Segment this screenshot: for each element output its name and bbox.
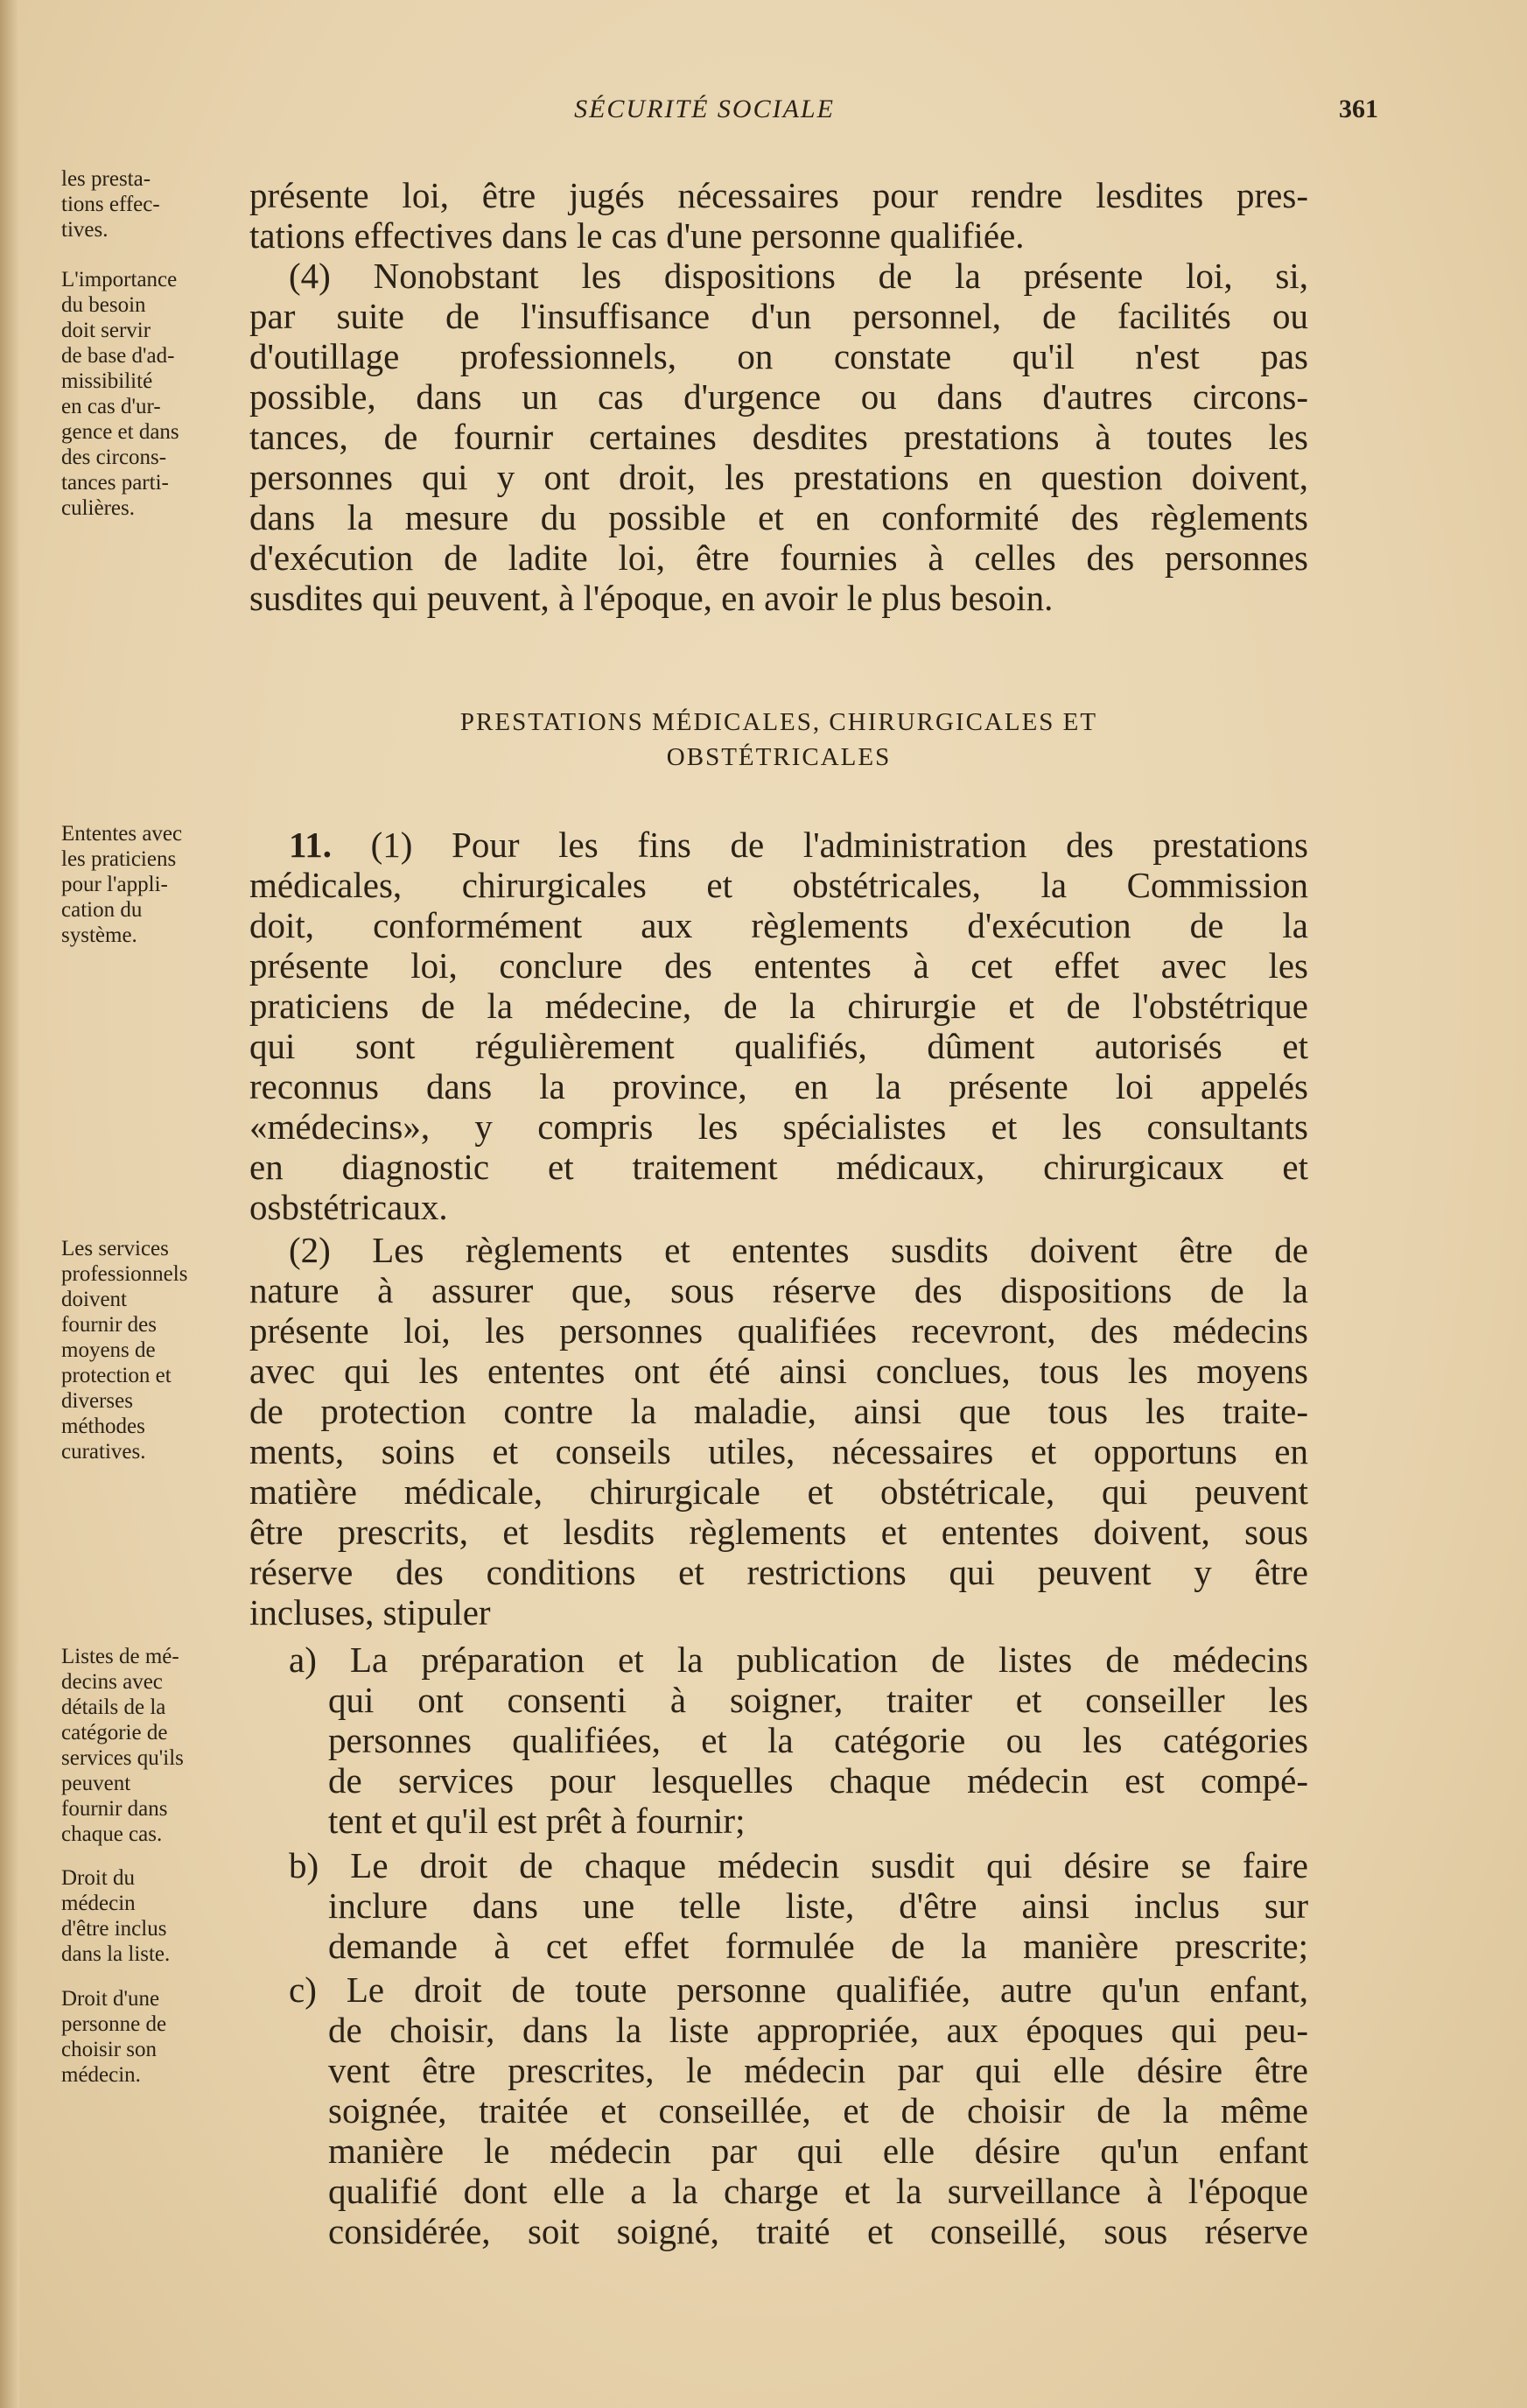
text-line: réserve des conditions et restrictions qui peuvent y être [249, 1552, 1308, 1592]
list-item-line: de services pour lesquelles chaque médecin est compé- [328, 1760, 1308, 1801]
list-item-line: considérée, soit soigné, traité et conseillé, sous réserve [328, 2211, 1308, 2251]
section-heading-line: PRESTATIONS MÉDICALES, CHIRURGICALES ET [459, 708, 1098, 736]
text-line: osbstétricaux. [249, 1187, 448, 1227]
text-line: par suite de l'insuffisance d'un personnel, de facilités ou [249, 296, 1308, 336]
text-line: personnes qui y ont droit, les prestations en question doivent, [249, 457, 1308, 497]
text-line: de protection contre la maladie, ainsi que tous les traite- [249, 1391, 1308, 1431]
text-line: susdites qui peuvent, à l'époque, en avoir le plus besoin. [249, 578, 1054, 618]
text-line: ments, soins et conseils utiles, nécessaires et opportuns en [249, 1431, 1308, 1471]
text-line: praticiens de la médecine, de la chirurgie et de l'obstétrique [249, 986, 1308, 1026]
margin-note: Les services professionnels doivent fournir des moyens de protection et diverses méthodes curatives. [61, 1237, 188, 1464]
text-line: «médecins», y compris les spécialistes et les consultants [249, 1106, 1308, 1147]
text-line: possible, dans un cas d'urgence ou dans d'autres circons- [249, 376, 1308, 417]
section-number: 11. [289, 825, 332, 865]
text-line: d'exécution de ladite loi, être fournies à celles des personnes [249, 537, 1308, 578]
margin-note: Ententes avec les praticiens pour l'appli- cation du système. [61, 822, 183, 947]
text-line: médicales, chirurgicales et obstétricales, la Commission [249, 865, 1308, 905]
margin-note: L'importance du besoin doit servir de base d'ad- missibilité en cas d'ur- gence et dans des circons- tances parti- culières. [61, 268, 179, 520]
text-line: doit, conformément aux règlements d'exécution de la [249, 905, 1308, 945]
text-line: tations effectives dans le cas d'une personne qualifiée. [249, 215, 1025, 256]
list-item-line: manière le médecin par qui elle désire qu'un enfant [328, 2131, 1308, 2171]
text-line: tances, de fournir certaines desdites prestations à toutes les [249, 417, 1308, 457]
list-item-line: vent être prescrites, le médecin par qui elle désire être [328, 2050, 1308, 2090]
text-line: d'outillage professionnels, on constate qu'il n'est pas [249, 336, 1308, 376]
text-fragment: (1) Pour les fins de l'administration des prestations [332, 825, 1308, 865]
page-number: 361 [1339, 95, 1378, 123]
text-line: (2) Les règlements et ententes susdits doivent être de [289, 1230, 1308, 1270]
text-line: reconnus dans la province, en la présente loi appelés [249, 1066, 1308, 1106]
list-item-line: tent et qu'il est prêt à fournir; [328, 1801, 746, 1841]
text-line: présente loi, conclure des ententes à cet effet avec les [249, 945, 1308, 986]
section-heading [368, 705, 1190, 775]
text-line: présente loi, être jugés nécessaires pour rendre lesdites pres- [249, 175, 1308, 215]
list-item-line: inclure dans une telle liste, d'être ainsi inclus sur [328, 1885, 1308, 1926]
list-item-line: qualifié dont elle a la charge et la surveillance à l'époque [328, 2171, 1308, 2211]
page-edge [0, 0, 19, 2408]
margin-note: les presta- tions effec- tives. [61, 167, 160, 242]
list-item-line: soignée, traitée et conseillée, et de choisir de la même [328, 2090, 1308, 2131]
margin-note: Listes de mé- decins avec détails de la catégorie de services qu'ils peuvent fournir dans chaque cas. [61, 1645, 184, 1846]
text-line: nature à assurer que, sous réserve des dispositions de la [249, 1270, 1308, 1310]
text-line: matière médicale, chirurgicale et obstétricale, qui peuvent [249, 1471, 1308, 1512]
text-line: dans la mesure du possible et en conformité des règlements [249, 497, 1308, 537]
list-item-line: c) Le droit de toute personne qualifiée, autre qu'un enfant, [289, 1969, 1308, 2010]
text-line: (4) Nonobstant les dispositions de la présente loi, si, [289, 256, 1308, 296]
text-line: avec qui les ententes ont été ainsi conclues, tous les moyens [249, 1351, 1308, 1391]
text-line: être prescrits, et lesdits règlements et ententes doivent, sous [249, 1512, 1308, 1552]
list-item-line: a) La préparation et la publication de listes de médecins [289, 1639, 1308, 1680]
running-header-title: SÉCURITÉ SOCIALE [574, 95, 835, 123]
list-item-line: personnes qualifiées, et la catégorie ou les catégories [328, 1720, 1308, 1760]
section-heading-line: OBSTÉTRICALES [666, 743, 892, 771]
margin-note: Droit d'une personne de choisir son médecin. [61, 1987, 167, 2087]
text-line: incluses, stipuler [249, 1592, 491, 1632]
list-item-line: demande à cet effet formulée de la manière prescrite; [328, 1926, 1308, 1966]
text-line: en diagnostic et traitement médicaux, chirurgicaux et [249, 1147, 1308, 1187]
list-item-line: b) Le droit de chaque médecin susdit qui désire se faire [289, 1845, 1308, 1885]
text-line: présente loi, les personnes qualifiées recevront, des médecins [249, 1310, 1308, 1351]
text-line: qui sont régulièrement qualifiés, dûment autorisés et [249, 1026, 1308, 1066]
list-item-line: de choisir, dans la liste appropriée, aux époques qui peu- [328, 2010, 1308, 2050]
text-line [289, 825, 1308, 865]
margin-note: Droit du médecin d'être inclus dans la liste. [61, 1866, 171, 1966]
list-item-line: qui ont consenti à soigner, traiter et conseiller les [328, 1680, 1308, 1720]
